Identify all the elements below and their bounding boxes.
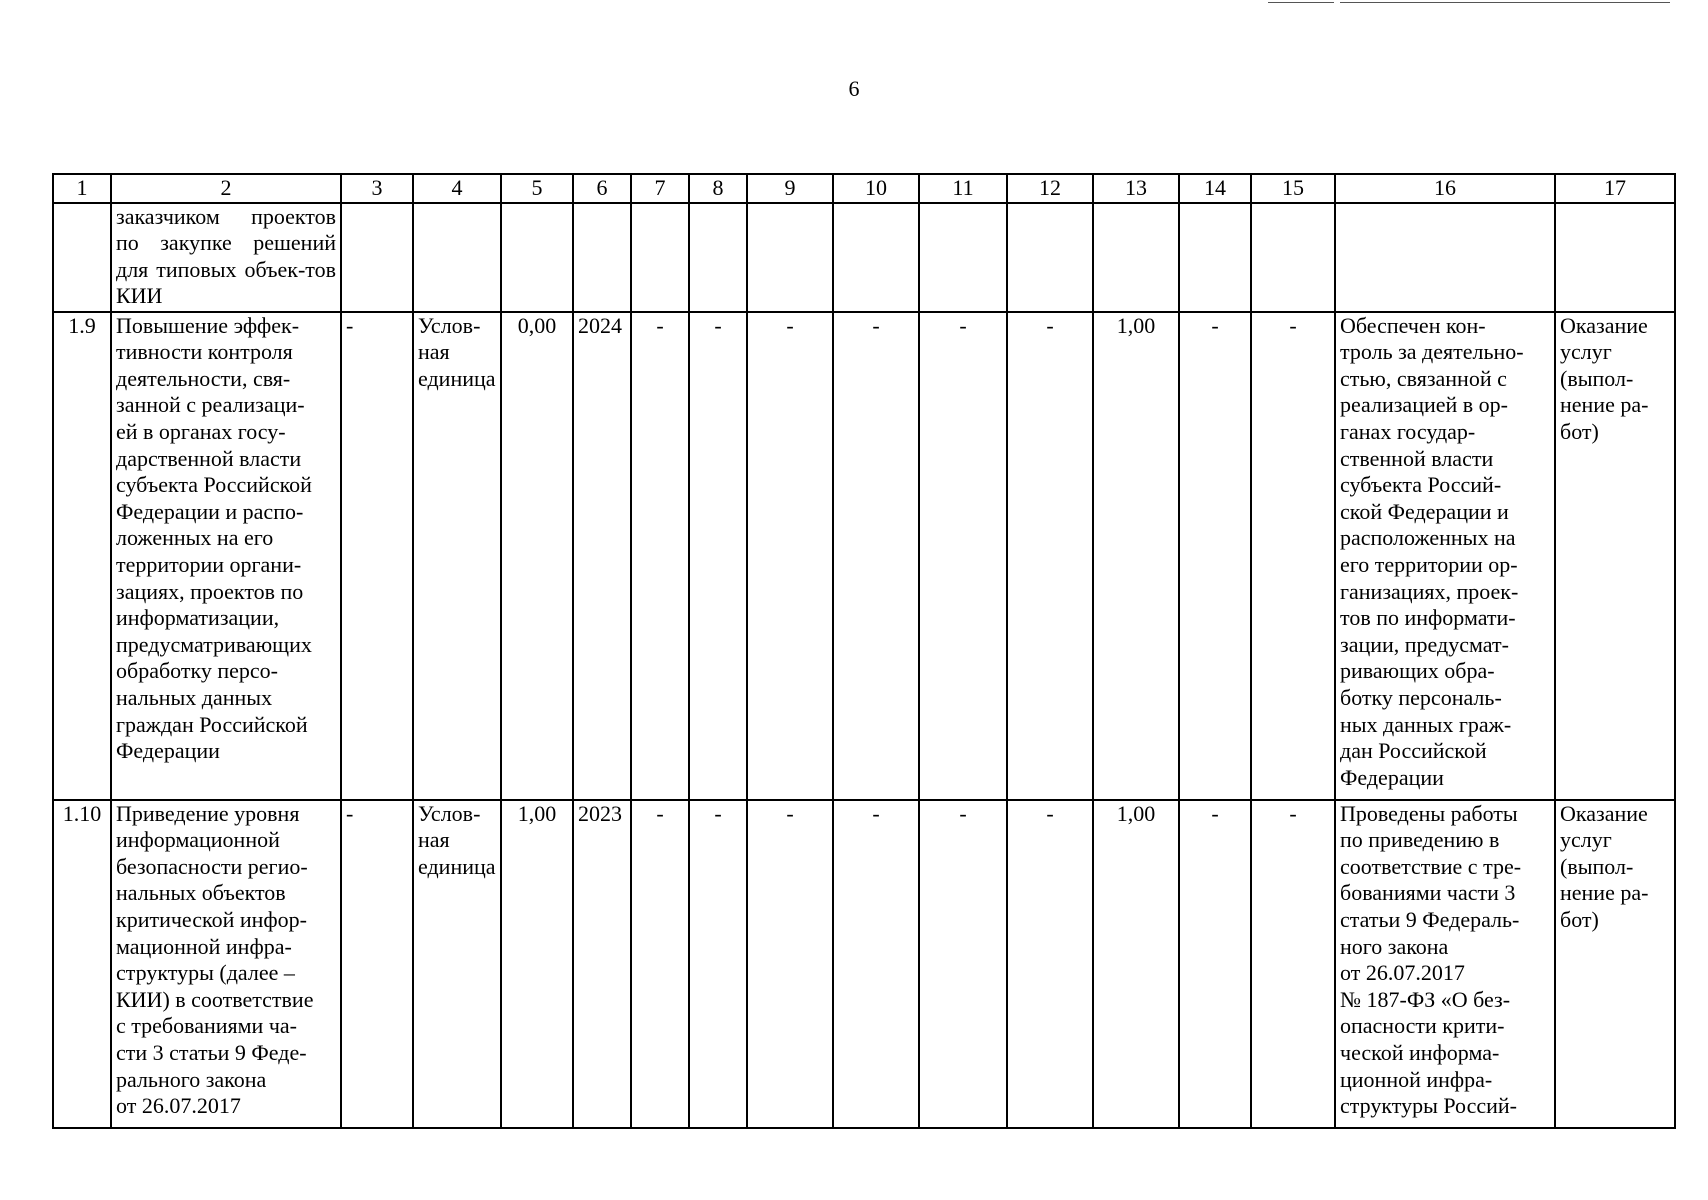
table-cell: - — [1007, 312, 1093, 800]
cell-text-line: нение ра- — [1560, 392, 1649, 418]
cell-text-line: опасности крити- — [1340, 1013, 1505, 1039]
cell-text-line: Федерации — [1340, 764, 1444, 790]
cell-text-line: тов по информати- — [1340, 605, 1516, 631]
cell-text-line: ганах государ- — [1340, 418, 1476, 444]
cell-text-line: Услов- — [418, 312, 481, 338]
table-cell — [747, 203, 833, 312]
cell-text-line: структуры (далее – — [116, 960, 295, 986]
column-header: 15 — [1251, 174, 1335, 203]
cell-text-line: субъекта Российской — [116, 472, 312, 498]
result-cell — [1335, 800, 1555, 1128]
cell-text-line: ривающих обра- — [1340, 658, 1495, 684]
table-row — [53, 800, 1675, 1128]
column-header: 4 — [413, 174, 501, 203]
cell-text-line: зациях, проектов по — [116, 578, 304, 604]
cell-text-line: тивности контроля — [116, 339, 293, 365]
cell-text-line: информационной — [116, 827, 280, 853]
measure-name-cell — [111, 312, 341, 800]
cell-text-line: КИИ) в соответствие — [116, 986, 314, 1012]
table-cell: - — [631, 800, 689, 1128]
column-number-row — [53, 174, 1675, 203]
cell-text-line: с требованиями ча- — [116, 1013, 297, 1039]
table-cell — [1251, 203, 1335, 312]
table-cell: - — [1179, 800, 1251, 1128]
table-cell: - — [1007, 800, 1093, 1128]
page-number: 6 — [848, 76, 860, 101]
column-header: 5 — [501, 174, 573, 203]
cell-text-line: рального закона — [116, 1066, 267, 1092]
table-cell: - — [747, 800, 833, 1128]
cell-text-line: Проведены работы — [1340, 800, 1518, 826]
cell-text-line: сти 3 статьи 9 Феде- — [116, 1039, 307, 1065]
column-header: 2 — [111, 174, 341, 203]
target-value-cell: 1,00 — [1093, 312, 1179, 800]
table-cell — [413, 203, 501, 312]
cell-text-line: дан Российской — [1340, 738, 1487, 764]
column-header: 7 — [631, 174, 689, 203]
table-cell — [1179, 203, 1251, 312]
column-header: 1 — [53, 174, 111, 203]
table-cell: - — [747, 312, 833, 800]
cell-text-line: зации, предусмат- — [1340, 631, 1509, 657]
continued-row — [53, 203, 1675, 312]
cell-text-line: соответствие с тре- — [1340, 853, 1522, 879]
cell-text-line: бот) — [1560, 906, 1599, 932]
cell-text-line: ная — [418, 339, 450, 365]
cell-text-line: критической инфор- — [116, 906, 307, 932]
cell-text-line: Федерации и распо- — [116, 498, 304, 524]
target-value-cell: 1,00 — [1093, 800, 1179, 1128]
table-cell — [919, 203, 1007, 312]
cell-text-line: Приведение уровня — [116, 800, 300, 826]
result-type-cell — [1555, 800, 1675, 1128]
cell-text-line: нальных данных — [116, 684, 273, 710]
cell-text-line: Повышение эффек- — [116, 312, 300, 338]
cell-text-line: (выпол- — [1560, 365, 1634, 391]
cell-text-line: территории органи- — [116, 551, 302, 577]
cell-text-line: ная — [418, 827, 450, 853]
table-cell: - — [1179, 312, 1251, 800]
table-cell — [501, 203, 573, 312]
table-cell: - — [341, 312, 413, 800]
measure-name-cell: заказчиком проектов по закупке решений для типовых объек-тов КИИ — [111, 203, 341, 312]
cell-text-line: нение ра- — [1560, 880, 1649, 906]
row-number: 1.9 — [53, 312, 111, 800]
column-header: 8 — [689, 174, 747, 203]
table-cell: - — [341, 800, 413, 1128]
cell-text-line: дарственной власти — [116, 445, 302, 471]
column-header: 3 — [341, 174, 413, 203]
cell-text-line: стью, связанной с — [1340, 365, 1507, 391]
cell-text-line: реализацией в ор- — [1340, 392, 1508, 418]
table-cell — [1335, 203, 1555, 312]
cell-text-line: ской Федерации и — [1340, 498, 1509, 524]
cell-text-line: № 187-ФЗ «О без- — [1340, 986, 1511, 1012]
cell-text-line: информатизации, — [116, 605, 280, 631]
cell-text-line: ных данных граж- — [1340, 711, 1512, 737]
column-header: 9 — [747, 174, 833, 203]
cell-text-line: бот) — [1560, 418, 1599, 444]
cell-text-line: мационной инфра- — [116, 933, 292, 959]
cell-text-line: Услов- — [418, 800, 481, 826]
cell-text-line: его территории ор- — [1340, 551, 1518, 577]
cell-text-line: ционной инфра- — [1340, 1066, 1493, 1092]
cell-text-line: деятельности, свя- — [116, 365, 291, 391]
cell-text-line: граждан Российской — [116, 711, 308, 737]
base-year-cell: 2023 — [573, 800, 631, 1128]
cell-text-line: по приведению в — [1340, 827, 1500, 853]
column-header: 14 — [1179, 174, 1251, 203]
cell-text-line: Оказание — [1560, 800, 1648, 826]
measure-name-cell — [111, 800, 341, 1128]
table-cell: - — [689, 312, 747, 800]
row-number: 1.10 — [53, 800, 111, 1128]
cell-text-line: бованиями части 3 — [1340, 880, 1516, 906]
table-cell — [1093, 203, 1179, 312]
cell-text-line: Обеспечен кон- — [1340, 312, 1486, 338]
cell-text-line: обработку персо- — [116, 658, 278, 684]
table-cell — [1555, 203, 1675, 312]
cell-text-line: ботку персональ- — [1340, 684, 1502, 710]
cell-text-line: единица — [418, 365, 496, 391]
column-header: 6 — [573, 174, 631, 203]
cell-text-line: от 26.07.2017 — [116, 1093, 241, 1119]
column-header: 17 — [1555, 174, 1675, 203]
column-header: 11 — [919, 174, 1007, 203]
cell-text-line: ложенных на его — [116, 525, 274, 551]
cell-text-line: статьи 9 Федераль- — [1340, 906, 1520, 932]
table-cell — [341, 203, 413, 312]
table-cell: - — [833, 800, 919, 1128]
scan-edge-line — [1268, 2, 1334, 3]
table-cell — [689, 203, 747, 312]
cell-text-line: субъекта Россий- — [1340, 472, 1502, 498]
unit-cell — [413, 800, 501, 1128]
table-row — [53, 312, 1675, 800]
table-cell — [53, 203, 111, 312]
table-cell — [573, 203, 631, 312]
table-cell: - — [919, 800, 1007, 1128]
cell-text-line: услуг — [1560, 339, 1612, 365]
result-type-cell — [1555, 312, 1675, 800]
unit-cell — [413, 312, 501, 800]
table-cell: - — [631, 312, 689, 800]
cell-text-line: нальных объектов — [116, 880, 286, 906]
cell-text-line: Федерации — [116, 738, 220, 764]
cell-text-line: ного закона — [1340, 933, 1449, 959]
column-header: 16 — [1335, 174, 1555, 203]
cell-text-line: (выпол- — [1560, 853, 1634, 879]
cell-text-line: услуг — [1560, 827, 1612, 853]
column-header: 10 — [833, 174, 919, 203]
table-cell: - — [919, 312, 1007, 800]
table-cell — [833, 203, 919, 312]
scan-edge-line — [1340, 2, 1670, 3]
cell-text-line: от 26.07.2017 — [1340, 960, 1465, 986]
cell-text-line: расположенных на — [1340, 525, 1516, 551]
result-cell — [1335, 312, 1555, 800]
cell-text-line: ганизациях, проек- — [1340, 578, 1519, 604]
column-header: 13 — [1093, 174, 1179, 203]
cell-text-line: занной с реализаци- — [116, 392, 305, 418]
table-cell: - — [1251, 800, 1335, 1128]
base-year-cell: 2024 — [573, 312, 631, 800]
table-cell — [1007, 203, 1093, 312]
cell-text-line: ческой информа- — [1340, 1039, 1500, 1065]
cell-text-line: Оказание — [1560, 312, 1648, 338]
table-cell — [631, 203, 689, 312]
base-value-cell: 1,00 — [501, 800, 573, 1128]
cell-text-line: структуры Россий- — [1340, 1093, 1517, 1119]
cell-text-line: ей в органах госу- — [116, 418, 286, 444]
table-cell: - — [1251, 312, 1335, 800]
cell-text-line: ственной власти — [1340, 445, 1494, 471]
cell-text-line: троль за деятельно- — [1340, 339, 1524, 365]
table-cell: - — [689, 800, 747, 1128]
cell-text-line: предусматривающих — [116, 631, 312, 657]
cell-text-line: безопасности регио- — [116, 853, 308, 879]
cell-text-line: единица — [418, 853, 496, 879]
column-header: 12 — [1007, 174, 1093, 203]
table-cell: - — [833, 312, 919, 800]
data-table — [52, 173, 1676, 1129]
base-value-cell: 0,00 — [501, 312, 573, 800]
